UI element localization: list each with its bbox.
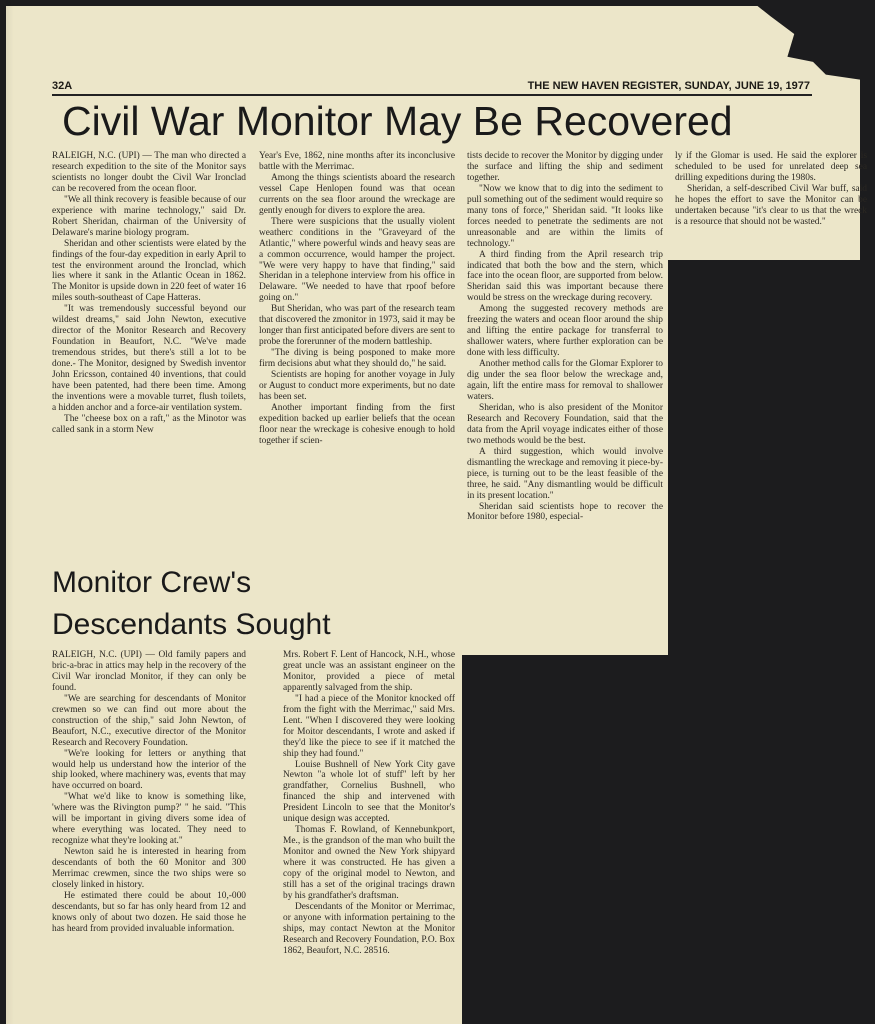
- paragraph: "We are searching for descendants of Monitor crewmen so we can find out more about the construction of the ship," said John Newton, of Beaufort, N.C., executive director of the Monitor Research and Recovery Foundation.: [52, 693, 246, 748]
- article1-column-4: [675, 151, 867, 261]
- paragraph: tists decide to recover the Monitor by digging under the surface and lifting the ship and sediment together.: [467, 151, 663, 183]
- paragraph: He estimated there could be about 10,-000 descendants, but so far has only heard from 12 and knows only of about two dozen. He said those he has heard from provided invaluable information.: [52, 890, 246, 934]
- page-header: [52, 78, 810, 94]
- paragraph: Descendants of the Monitor or Merrimac, or anyone with information pertaining to the ships, may contact Newton at the Monitor Research and Recovery Foundation, P.O. Box 1862, Beaufort, N.C. 28516.: [283, 901, 455, 956]
- paragraph: A third finding from the April research trip indicated that both the bow and the stern, which face into the ocean floor, are supported from below. Sheridan said this was important because there would be stress on the wreckage during recovery.: [467, 249, 663, 304]
- paragraph: Sheridan said scientists hope to recover the Monitor before 1980, especial-: [467, 501, 663, 523]
- paragraph: But Sheridan, who was part of the research team that discovered the zmonitor in 1973, said it may be longer than first anticipated before divers are sent to probe the forerunner of the modern battleship.: [259, 304, 455, 348]
- paragraph: RALEIGH, N.C. (UPI) — The man who directed a research expedition to the site of the Monitor says scientists no longer doubt the Civil War Ironclad can be recovered from the ocean floor.: [52, 151, 246, 194]
- article2-column-2: [283, 650, 455, 1018]
- article1-headline: Civil War Monitor May Be Recovered: [62, 98, 733, 144]
- paragraph: Among the things scientists aboard the research vessel Cape Henlopen found was that ocean currents on the sea floor around the wreckage are gently enough for divers to explore the area.: [259, 172, 455, 216]
- paragraph: Thomas F. Rowland, of Kennebunkport, Me., is the grandson of the man who built the Monitor and owned the New York shipyard where it was constructed. He has given a copy of the original model to Newton, and still has a set of the original tracings drawn by his grandfather's draftsman.: [283, 825, 455, 901]
- article2-column-1: [52, 650, 246, 1016]
- paragraph: "We all think recovery is feasible because of our experience with marine technology," said Dr. Robert Sheridan, chairman of the University of Delaware's marine biology program.: [52, 194, 246, 238]
- paragraph: Sheridan and other scientists were elated by the findings of the four-day expedition in early April to test the environment around the Ironclad, which lies where it sank in the Atlantic Ocean in 1862. The Monitor is upside down in 220 feet of water 16 miles south-southeast of Cape Hatteras.: [52, 238, 246, 304]
- paragraph: Another method calls for the Glomar Explorer to dig under the sea floor below the wreckage and, again, lift the entire mass for removal to shallower waters.: [467, 359, 663, 402]
- paragraph: Louise Bushnell of New York City gave Newton "a whole lot of stuff" left by her grandfather, Cornelius Bushnell, who financed the ship and intervened with President Lincoln to see that the Monitor's unique design was accepted.: [283, 759, 455, 825]
- article1-column-2: [259, 151, 455, 561]
- paragraph: "Now we know that to dig into the sediment to pull something out of the sediment would require so many tons of force," Sheridan said. "It looks like forces needed to penetrate the sediments are not unreasonable and are within the limits of technology.": [467, 183, 663, 249]
- paragraph: Another important finding from the first expedition backed up earlier beliefs that the ocean floor near the wreckage is cohesive enough to hold together if scien-: [259, 402, 455, 446]
- paragraph: A third suggestion, which would involve dismantling the wreckage and removing it piece-by-piece, is turning out to be the least feasible of the three, he said. "Any dismantling would be difficult in its present location.": [467, 446, 663, 501]
- paper-fold-shadow: [6, 0, 14, 1024]
- paragraph: Scientists are hoping for another voyage in July or August to conduct more experiments, but no date has been set.: [259, 370, 455, 402]
- article2-headline-line2: Descendants Sought: [52, 608, 331, 641]
- paragraph: Sheridan, a self-described Civil War buff, said he hopes the effort to save the Monitor can be undertaken because "it's clear to us that the wreck is a resource that should not be wasted.": [675, 183, 867, 227]
- paragraph: "What we'd like to know is something like, 'where was the Rivington pump?' " he said. "This will be important in giving divers some idea of where everything was located. They need to recognize what they're looking at.": [52, 792, 246, 847]
- publication-line: THE NEW HAVEN REGISTER, SUNDAY, JUNE 19, 1977: [527, 80, 810, 92]
- paragraph: "We're looking for letters or anything that would help us understand how the interior of the ship looked, where machinery was, events that may have occurred on board.: [52, 748, 246, 792]
- paragraph: Newton said he is interested in hearing from descendants of both the 60 Monitor and 300 Merrimac crewmen, since the two ships were so closely linked in history.: [52, 847, 246, 891]
- article1-column-3: [467, 151, 663, 651]
- article2-headline-line1: Monitor Crew's: [52, 566, 252, 599]
- paragraph: ly if the Glomar is used. He said the explorer is scheduled to be used for unrelated deep sea drilling expeditions during the 1980s.: [675, 151, 867, 183]
- paragraph: Sheridan, who is also president of the Monitor Research and Recovery Foundation, said that the data from the April voyage indicates either of those two methods would be the best.: [467, 402, 663, 446]
- article1-column-1: [52, 151, 246, 563]
- header-rule: [52, 94, 812, 96]
- paragraph: There were suspicions that the usually violent weatherc conditions in the "Graveyard of the Atlantic," where powerful winds and heavy seas are a common occurrence, would hamper the project. "We were very happy to have that finding," said Sheridan in a telephone interview from his office in Delaware. "We needed to have that rpoof before going on.": [259, 216, 455, 304]
- paragraph: "It was tremendously successful beyond our wildest dreams," said John Newton, executive director of the Monitor Research and Recovery Foundation in Beaufort, N.C. "We've made tremendous strides, but there's still a lot to be done.- The Monitor, designed by Swedish inventor John Ericsson, contained 40 inventions, that could have been patented, had there been time. Among the inventions were a movable turret, flush toilets, a hidden anchor and a force-air ventilation system.: [52, 304, 246, 413]
- page-number: 32A: [52, 80, 73, 92]
- paragraph: Year's Eve, 1862, nine months after its inconclusive battle with the Merrimac.: [259, 151, 455, 172]
- paragraph: "I had a piece of the Monitor knocked off from the fight with the Merrimac," said Mrs. Lent. "When I discovered they were looking for Moitor descendants, I wrote and asked if they'd like the piece to see if it matched the ship they had found.": [283, 693, 455, 759]
- paragraph: The "cheese box on a raft," as the Minotor was called sank in a storm New: [52, 413, 246, 435]
- paragraph: Mrs. Robert F. Lent of Hancock, N.H., whose great uncle was an assistant engineer on the Monitor, provided a piece of metal apparently salvaged from the ship.: [283, 650, 455, 693]
- paragraph: "The diving is being posponed to make more firm decisions abut what they should do," he said.: [259, 348, 455, 370]
- paragraph: RALEIGH, N.C. (UPI) — Old family papers and bric-a-brac in attics may help in the recovery of the Civil War ironclad Monitor, if they can only be found.: [52, 650, 246, 693]
- paragraph: Among the suggested recovery methods are freezing the waters and ocean floor around the ship and lifting the entire package for transferral to shallower waters, where further exploration can be done with less difficulty.: [467, 304, 663, 359]
